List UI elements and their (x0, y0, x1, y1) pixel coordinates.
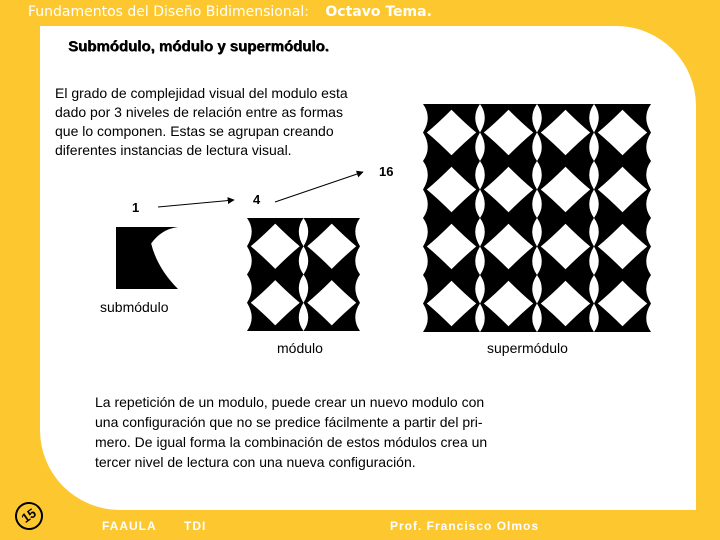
supermodule-caption: supermódulo (487, 340, 568, 356)
conclusion-paragraph: La repetición de un modulo, puede crear un nuevo modulo con una configuración que no se predice fácilmente a partir del pri- mero. De igual forma la combinación de estos módulos crea un tercer nivel de lectura con una nueva configuración. (95, 394, 488, 470)
topic-name: Octavo Tema. (325, 4, 432, 20)
slide-title: Submódulo, módulo y supermódulo. (68, 38, 329, 55)
module-count-label: 4 (253, 192, 261, 207)
module-pattern (247, 218, 360, 331)
submodule-pattern (116, 227, 178, 289)
arrow-sub-to-module (158, 200, 234, 207)
footer-unit: TDI (184, 519, 207, 533)
supermodule-count-label: 16 (379, 164, 394, 179)
module-caption: módulo (277, 340, 323, 356)
supermodule-pattern (423, 104, 651, 332)
course-name: Fundamentos del Diseño Bidimensional: (28, 4, 309, 20)
arrow-module-to-super (275, 172, 363, 202)
intro-paragraph: El grado de complejidad visual del modulo esta dado por 3 niveles de relación entre as formas que lo componen. Estas se agrupan creando diferentes instancias de lectura visual. (55, 85, 348, 159)
footer-professor: Prof. Francisco Olmos (390, 519, 540, 533)
submodule-count-label: 1 (132, 200, 140, 215)
submodule-caption: submódulo (100, 299, 169, 315)
footer-org: FAAULA (102, 519, 157, 533)
page-number-badge: 15 (10, 497, 49, 536)
